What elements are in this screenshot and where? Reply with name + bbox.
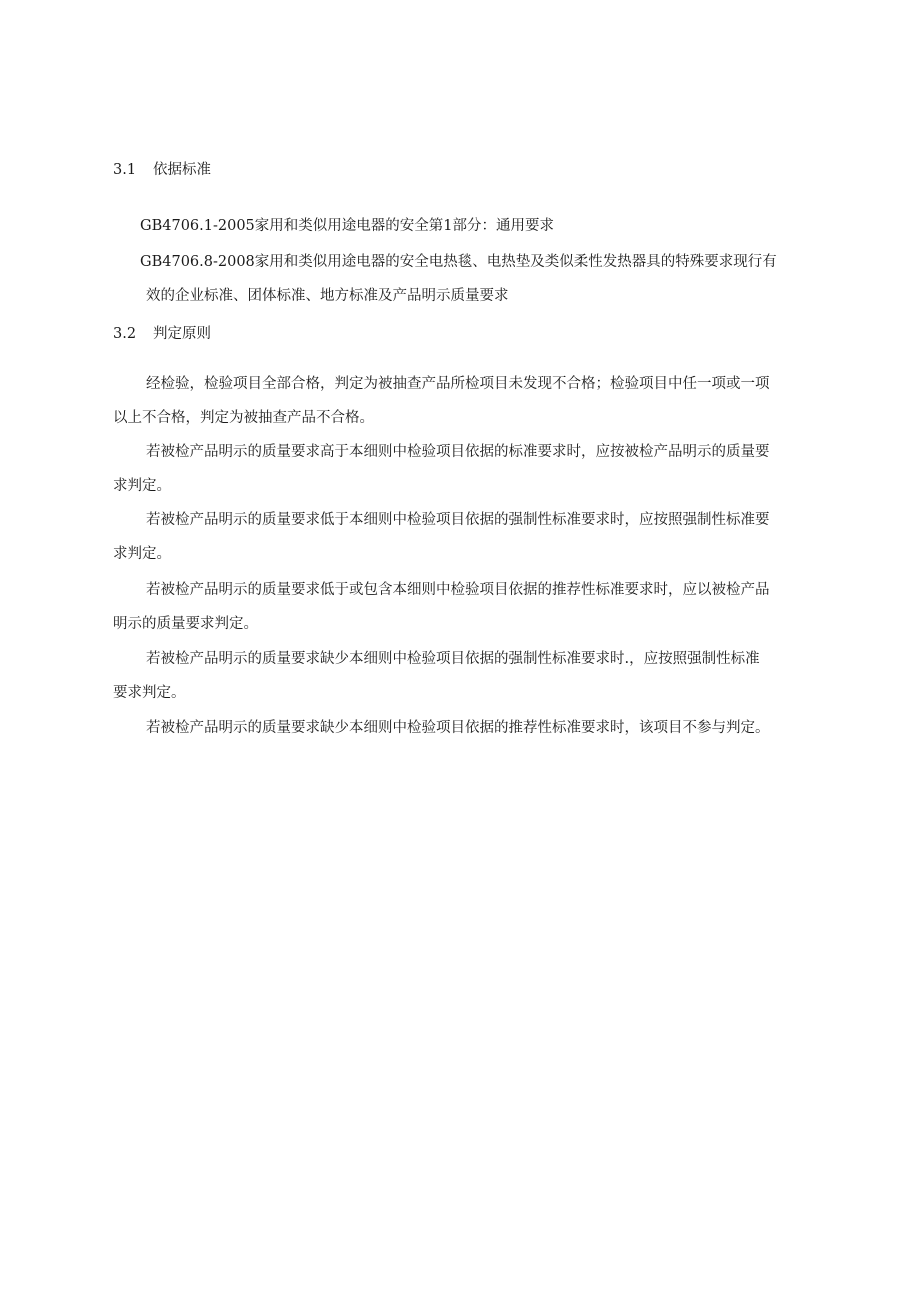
paragraph-line: 经检验，检验项目全部合格，判定为被抽查产品所检项目未发现不合格；检验项目中任一项或一项 [146,376,770,392]
paragraph-line: 以上不合格，判定为被抽查产品不合格。 [113,410,374,426]
section-heading-3-2 [113,324,211,344]
section-heading-3-1 [113,160,211,180]
paragraph-line: 求判定。 [113,478,171,494]
section-title: 判定原则 [153,326,211,342]
section-number: 3.2 [113,326,137,342]
standard-item: GB4706.1-2005家用和类似用途电器的安全第1部分：通用要求 [140,218,554,234]
paragraph-line: 若被检产品明示的质量要求缺少本细则中检验项目依据的推荐性标准要求时，该项目不参与判定。 [146,720,770,736]
paragraph-line: 若被检产品明示的质量要求低于或包含本细则中检验项目依据的推荐性标准要求时，应以被检产品 [146,582,770,598]
paragraph-line: 要求判定。 [113,685,186,701]
paragraph-line: 若被检产品明示的质量要求高于本细则中检验项目依据的标准要求时，应按被检产品明示的质量要 [146,444,770,460]
section-title: 依据标准 [153,162,211,178]
standard-item-continuation: 效的企业标准、团体标准、地方标准及产品明示质量要求 [146,288,509,304]
paragraph-line: 若被检产品明示的质量要求低于本细则中检验项目依据的强制性标准要求时，应按照强制性标准要 [146,512,770,528]
paragraph-line: 求判定。 [113,546,171,562]
standard-item: GB4706.8-2008家用和类似用途电器的安全电热毯、电热垫及类似柔性发热器具的特殊要求现行有 [140,254,777,270]
paragraph-line: 明示的质量要求判定。 [113,616,258,632]
paragraph-line: 若被检产品明示的质量要求缺少本细则中检验项目依据的强制性标准要求时.，应按照强制性标准 [146,651,760,667]
section-number: 3.1 [113,162,137,178]
